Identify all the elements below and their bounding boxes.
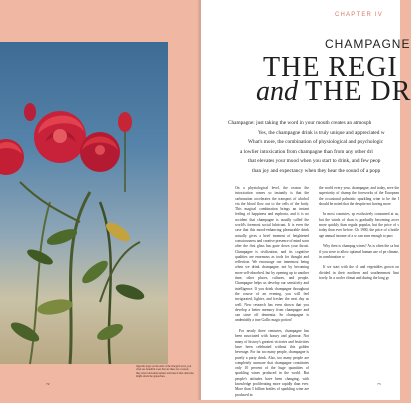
chapter-subtitle: CHAMPAGNE (325, 37, 411, 51)
body-paragraph: the world every year, champagne, and today, seve the superiority of champ the foreworks of the European the occasional palmistic sparkling wine to be the I should be noted that the despite not having more (319, 186, 399, 206)
rose-photo (0, 42, 168, 364)
left-page (0, 0, 200, 400)
rose-main (34, 111, 86, 163)
chapter-label: CHAPTER IV (335, 12, 384, 18)
intro-line: than joy and expectancy when they hear the sound of a popp (252, 167, 381, 174)
title-line2-rest: THE DR (305, 76, 411, 107)
rose-second (80, 132, 120, 172)
body-paragraph: For nearly three centuries, champagne has been associated with luxury and glamour. Not many of history's greatest victories and festivities have been celebrated without this golden beverage. For far too many people, champagne is purely a party drink. Also, too many people are completely unaware that champagne constitutes only 10 percent of the huge quantities of sparkling wines produced in the world. But people's attitudes have been changing, with knowledge proliferating more rapidly than ever. More than 3 billion bottles of sparkling wine are produced in (235, 329, 309, 397)
chapter-title-line1: THE REGI (263, 52, 398, 83)
body-paragraph: Why then is champag wines? As is often the ca but if you were to allow optimal human use of pe climate, in combination w (319, 244, 399, 259)
title-and-word: and (256, 76, 298, 107)
intro-line: a lowlier intoxication from champagne than from any other dri (240, 148, 373, 155)
body-paragraph: If we start with the cl and vegetables grown on divided in their northern and southernmost limi torely. In a cooler climat and during the long gr (319, 265, 399, 281)
body-paragraph: On a physiological level, the reason the intoxication comes so instantly is that the carbonation accelerates the transport of alcohol via the blood flow out to the cells of the body. This magical combination brings an instant feeling of happiness and euphoria, and it is no accident that champagne is usually called the world's foremost social lubricant. It is even the case that this mood-enhancing pleasurable drink actually gives a brief moment of heightened consciousness and creative presence of mind soon after the first glass has gone down your throat. Champagne is civilization, and its cognitive qualities are enormous as tools for thought and reflection. We encourage our innermost being when we drink champagne, not by becoming more self-absorbed, but by opening up to another time, other places, cultures, and people. Champagne helps us develop our sensitivity and intelligence. If you drink champagne throughout the course of an evening, you will feel invigorated, lighter, and fresher the next day as well. New research has even shown that you develop a better memory from champagne and can stave off dementia. So champagne is undeniably a true Gallic magic potion! (235, 186, 309, 323)
body-column-left (235, 186, 309, 403)
chapter-title-line2 (256, 76, 411, 108)
intro-line: Yes, the champagne drink is truly unique and appreciated w (258, 129, 385, 136)
intro-line: Champagne: just taking the word in your mouth creates an atmosph (228, 120, 372, 126)
intro-line: that elevates your mood when you start to drink, and few peop (248, 158, 381, 165)
page-number-left: 72 (46, 382, 50, 386)
page-number-right: 73 (377, 382, 381, 386)
intro-paragraph (228, 119, 400, 177)
intro-line: What's more, the combination of physiological and psychologic (248, 139, 384, 146)
photo-caption: Opposite page: At the ends of the vineyard rows, you often see beautiful roses that are there for a reason: they attract unwanted spiders and insects that otherwise might attack the grapevines. (136, 365, 194, 379)
right-page (201, 0, 411, 400)
body-column-right (319, 186, 399, 287)
body-paragraph: In most countries, sp exclusively consumed at us, but the winds of chan is gradually becoming accer more quickly than regula popular, but the price of s today than ever before. Ch 1900, the price of a bottle age annual income of a w can earn enough to purc (319, 212, 399, 238)
